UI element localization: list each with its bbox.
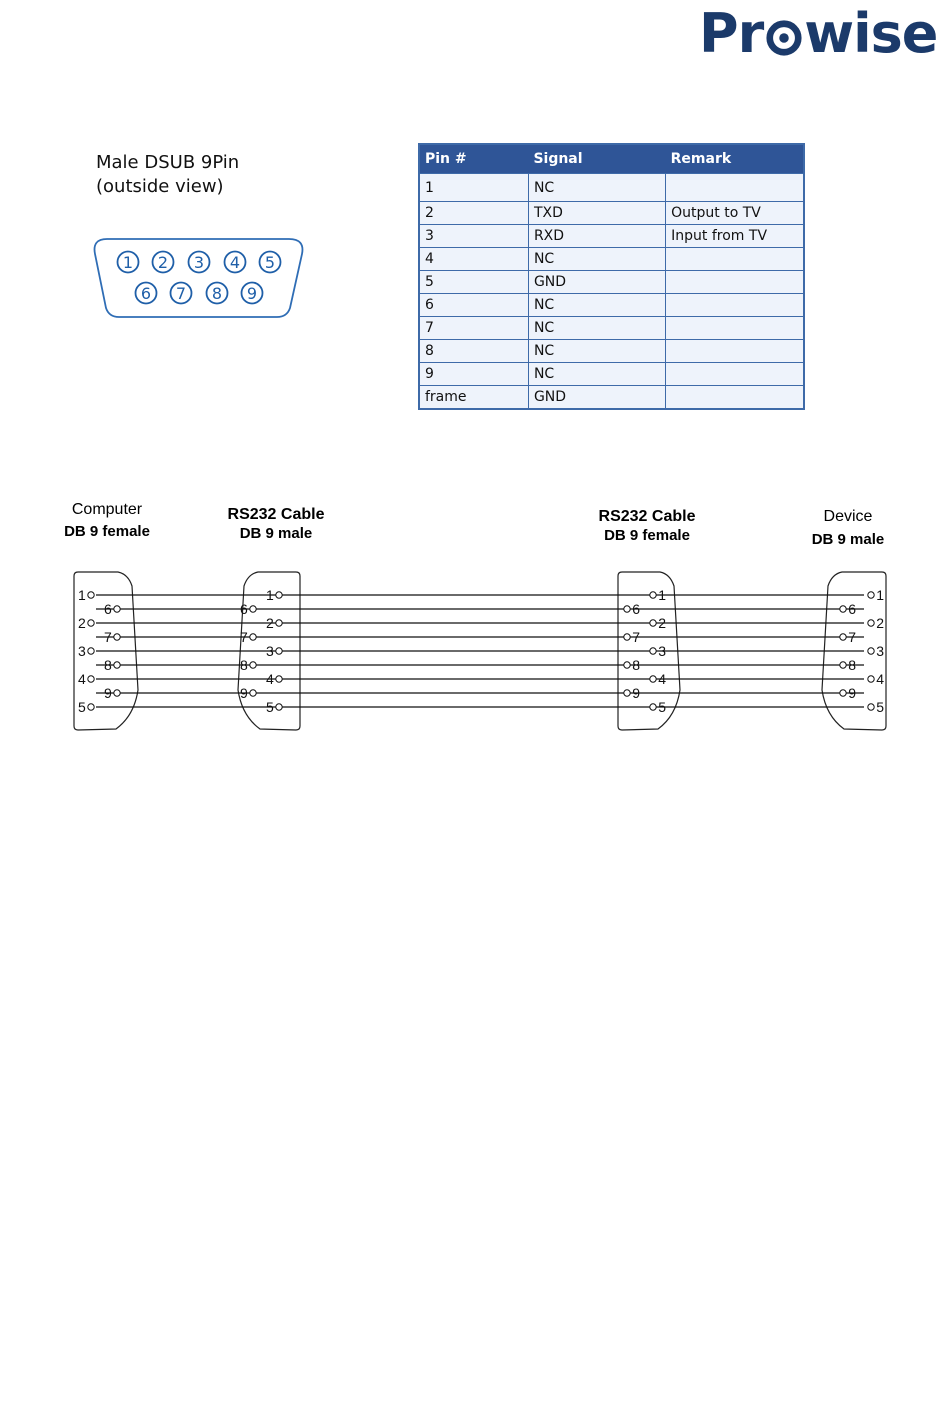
wiring-pin-label: 7 — [632, 629, 640, 645]
wiring-pin-label: 9 — [848, 685, 856, 701]
wiring-pin-terminal — [276, 620, 282, 626]
cell-remark — [666, 248, 804, 271]
connector-pin-label: 2 — [157, 253, 169, 272]
wiring-pin-terminal — [114, 662, 120, 668]
wiring-pin-terminal — [114, 634, 120, 640]
wiring-pin-terminal — [650, 676, 656, 682]
wiring-pin-label: 5 — [876, 699, 884, 715]
wiring-label-line1: RS232 Cable — [227, 506, 325, 523]
wiring-pin-terminal — [840, 634, 846, 640]
wiring-pin-label: 4 — [266, 671, 274, 687]
wiring-pin-label: 6 — [848, 601, 856, 617]
wiring-pin-terminal — [88, 648, 94, 654]
wiring-label-line1: RS232 Cable — [598, 508, 696, 525]
wiring-pin-label: 5 — [78, 699, 86, 715]
wiring-pin-label: 1 — [876, 587, 884, 603]
connector-pin-label: 4 — [229, 253, 241, 272]
wiring-pin-label: 4 — [658, 671, 666, 687]
wiring-pin-label: 3 — [658, 643, 666, 659]
connector-pin-label: 7 — [175, 284, 187, 303]
pin-table — [418, 143, 805, 410]
wiring-pin-terminal — [88, 592, 94, 598]
wiring-pin-terminal — [114, 606, 120, 612]
cell-signal: TXD — [528, 202, 665, 225]
table-row — [419, 202, 804, 225]
wiring-pin-terminal — [650, 620, 656, 626]
wiring-pin-terminal — [624, 690, 630, 696]
logo-text-right: wise — [804, 2, 938, 65]
wiring-pin-label: 9 — [632, 685, 640, 701]
wiring-pin-label: 1 — [266, 587, 274, 603]
wiring-pin-label: 1 — [78, 587, 86, 603]
wiring-label-line2: DB 9 female — [604, 527, 690, 544]
wiring-pin-label: 9 — [104, 685, 112, 701]
connector-pin-label: 3 — [193, 253, 205, 272]
wiring-pin-terminal — [276, 704, 282, 710]
connector-title-line1: Male DSUB 9Pin — [96, 152, 240, 173]
wiring-pin-terminal — [650, 648, 656, 654]
cell-pin: frame — [419, 386, 528, 410]
table-row — [419, 340, 804, 363]
cell-remark — [666, 174, 804, 202]
rs232-wiring-diagram — [0, 490, 950, 740]
cell-pin: 2 — [419, 202, 528, 225]
wiring-pin-label: 6 — [104, 601, 112, 617]
wiring-pin-label: 6 — [240, 601, 248, 617]
cell-pin: 3 — [419, 225, 528, 248]
table-row — [419, 271, 804, 294]
cell-remark: Output to TV — [666, 202, 804, 225]
cell-signal: GND — [528, 271, 665, 294]
cell-pin: 7 — [419, 317, 528, 340]
cell-pin: 8 — [419, 340, 528, 363]
cell-remark — [666, 340, 804, 363]
cell-pin: 6 — [419, 294, 528, 317]
pin-table-header — [419, 144, 804, 174]
wiring-label-line2: DB 9 male — [239, 525, 313, 542]
wiring-pin-label: 3 — [266, 643, 274, 659]
wiring-label-line1: Computer — [71, 501, 143, 518]
wiring-pin-label: 7 — [104, 629, 112, 645]
table-row — [419, 248, 804, 271]
wiring-pin-label: 2 — [876, 615, 884, 631]
cell-remark — [666, 294, 804, 317]
table-row — [419, 174, 804, 202]
wiring-pin-label: 3 — [78, 643, 86, 659]
wiring-label-line2: DB 9 female — [64, 523, 150, 540]
connector-pin-label: 8 — [211, 284, 223, 303]
connector-pin-label: 6 — [140, 284, 152, 303]
wiring-pin-label: 9 — [240, 685, 248, 701]
wiring-pin-terminal — [276, 648, 282, 654]
wiring-label-line2: DB 9 male — [811, 531, 885, 548]
logo-text-left: Pr — [699, 2, 764, 65]
wiring-pin-label: 8 — [104, 657, 112, 673]
cell-remark — [666, 271, 804, 294]
wiring-pin-label: 2 — [266, 615, 274, 631]
wiring-pin-terminal — [114, 690, 120, 696]
wiring-pin-label: 7 — [240, 629, 248, 645]
wiring-pin-terminal — [624, 606, 630, 612]
wiring-pin-label: 2 — [78, 615, 86, 631]
table-row — [419, 386, 804, 410]
header-pin: Pin # — [419, 144, 528, 174]
cell-signal: NC — [528, 248, 665, 271]
wiring-pin-terminal — [650, 704, 656, 710]
wiring-pin-terminal — [868, 676, 874, 682]
wiring-pin-label: 3 — [876, 643, 884, 659]
wiring-pin-terminal — [840, 606, 846, 612]
wiring-pin-terminal — [250, 634, 256, 640]
wiring-pin-label: 5 — [266, 699, 274, 715]
table-row — [419, 294, 804, 317]
wiring-pin-terminal — [276, 676, 282, 682]
connector-title-line2: (outside view) — [96, 176, 224, 197]
cell-signal: NC — [528, 363, 665, 386]
cell-remark — [666, 363, 804, 386]
wiring-pin-terminal — [868, 704, 874, 710]
table-row — [419, 363, 804, 386]
table-row — [419, 225, 804, 248]
dsub-connector-diagram — [93, 236, 307, 320]
header-remark: Remark — [666, 144, 804, 174]
wiring-pin-terminal — [868, 620, 874, 626]
cell-signal: GND — [528, 386, 665, 410]
wiring-pin-label: 8 — [240, 657, 248, 673]
cell-remark: Input from TV — [666, 225, 804, 248]
connector-pin-label: 9 — [246, 284, 258, 303]
wiring-pin-terminal — [840, 690, 846, 696]
cell-pin: 5 — [419, 271, 528, 294]
connector-pin-label: 1 — [122, 253, 134, 272]
wiring-pin-terminal — [624, 662, 630, 668]
wiring-pin-terminal — [276, 592, 282, 598]
cell-signal: NC — [528, 317, 665, 340]
cell-pin: 4 — [419, 248, 528, 271]
cell-remark — [666, 317, 804, 340]
wiring-pin-label: 1 — [658, 587, 666, 603]
table-row — [419, 317, 804, 340]
wiring-pin-label: 8 — [848, 657, 856, 673]
wiring-pin-label: 5 — [658, 699, 666, 715]
wiring-pin-terminal — [88, 676, 94, 682]
connector-pin-label: 5 — [264, 253, 276, 272]
wiring-pin-terminal — [250, 690, 256, 696]
cell-pin: 9 — [419, 363, 528, 386]
wiring-pin-terminal — [250, 606, 256, 612]
connector-title — [96, 151, 239, 199]
wiring-pin-label: 4 — [78, 671, 86, 687]
cell-signal: RXD — [528, 225, 665, 248]
cell-signal: NC — [528, 294, 665, 317]
wiring-pin-terminal — [840, 662, 846, 668]
cell-signal: NC — [528, 340, 665, 363]
wiring-pin-terminal — [250, 662, 256, 668]
cell-remark — [666, 386, 804, 410]
wiring-pin-terminal — [88, 704, 94, 710]
wiring-pin-label: 8 — [632, 657, 640, 673]
logo-o-mark-icon — [765, 19, 803, 57]
cell-signal: NC — [528, 174, 665, 202]
wiring-pin-label: 6 — [632, 601, 640, 617]
wiring-pin-terminal — [624, 634, 630, 640]
wiring-pin-terminal — [88, 620, 94, 626]
header-signal: Signal — [528, 144, 665, 174]
wiring-pin-label: 2 — [658, 615, 666, 631]
wiring-pin-terminal — [868, 592, 874, 598]
wiring-pin-terminal — [868, 648, 874, 654]
prowise-logo — [699, 2, 937, 65]
wiring-pin-label: 4 — [876, 671, 884, 687]
wiring-pin-label: 7 — [848, 629, 856, 645]
wiring-pin-terminal — [650, 592, 656, 598]
cell-pin: 1 — [419, 174, 528, 202]
wiring-label-line1: Device — [823, 508, 873, 525]
